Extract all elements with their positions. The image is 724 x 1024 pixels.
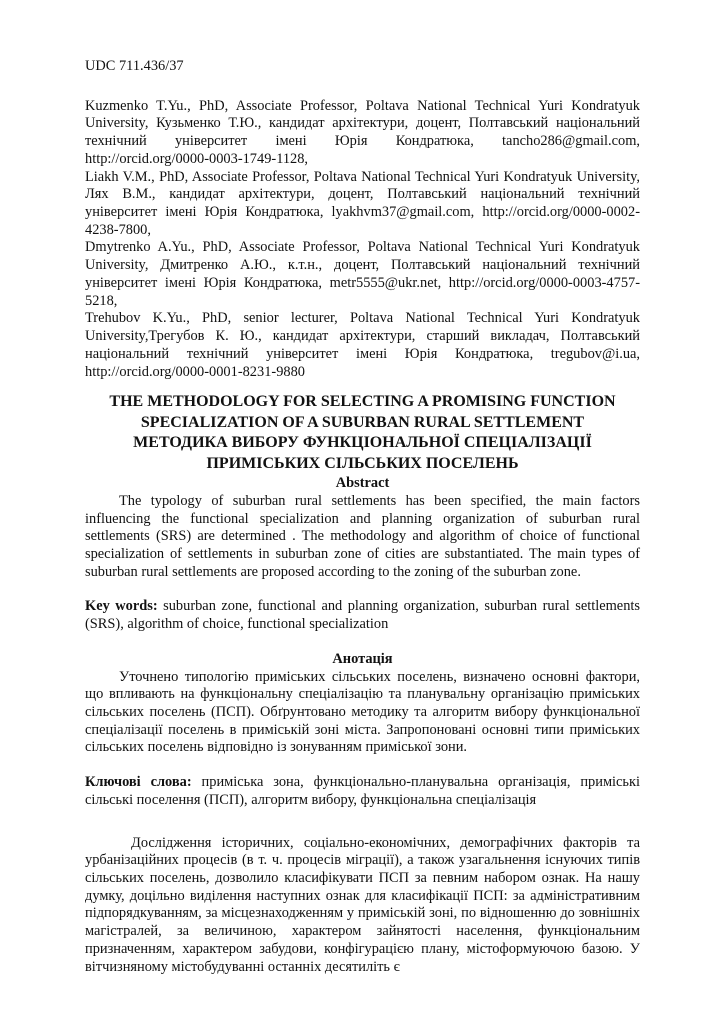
udc-code: UDC 711.436/37 <box>85 58 184 74</box>
keywords-en-label: Key words: <box>85 598 158 615</box>
keywords-uk-text: приміська зона, функціонально-планувальна організація, приміські сільські поселення (ПСП), алгоритм вибору, функціональна спеціалізація <box>85 774 640 808</box>
author-entry: Trehubov K.Yu., PhD, senior lecturer, Poltava National Technical Yuri Kondratyuk University,Трегубов К. Ю., кандидат архітектури, старший викладач, Полтавський національний технічний університет імені Юрія Кондратюка, tregubov@i.ua, http://orcid.org/0000-0001-8231-9880 <box>85 310 640 380</box>
author-entry: Dmytrenko A.Yu., PhD, Associate Professor, Poltava National Technical Yuri Kondratyuk University, Дмитренко А.Ю., к.т.н., доцент, Полтавський національний технічний університет імені Юрія Кондратюка, metr5555@ukr.net, http://orcid.org/0000-0003-4757-5218, <box>85 239 640 309</box>
authors-block <box>85 98 640 382</box>
keywords-uk-label: Ключові слова: <box>85 774 192 791</box>
paper-title-uk: МЕТОДИКА ВИБОРУ ФУНКЦІОНАЛЬНОЇ СПЕЦІАЛІЗАЦІЇ ПРИМІСЬКИХ СІЛЬСЬКИХ ПОСЕЛЕНЬ <box>133 434 592 472</box>
abstract-text: The typology of suburban rural settlements has been specified, the main factors influencing the functional specialization and planning organization of suburban rural settlements (SRS) are determined . The methodology and algorithm of choice of functional specialization of settlements in suburban zone of cities are substantiated. The main types of suburban rural settlements are proposed according to the zoning of the suburban zone. <box>85 492 640 580</box>
abstract-heading: Abstract <box>335 475 390 492</box>
anotation-text: Уточнено типологію приміських сільських поселень, визначено основні фактори, що впливають на функціональну спеціалізацію та планувальну організацію приміських сільських поселень (ПСП). Обґрунтовано методику та алгоритм вибору функціональної спеціалізації поселень в приміській зоні міста. Запропоновані основні типи приміських сільських поселень відповідно із зонуванням приміської зони. <box>85 668 640 756</box>
author-entry: Kuzmenko T.Yu., PhD, Associate Professor, Poltava National Technical Yuri Kondratyuk University, Кузьменко Т.Ю., кандидат архітектури, доцент, Полтавський національний технічний університет імені Юрія Кондратюка, tancho286@gmail.com, http://orcid.org/0000-0003-1749-1128, <box>85 97 640 167</box>
keywords-en-text: suburban zone, functional and planning organization, suburban rural settlements (SRS), algorithm of choice, functional specialization <box>85 598 640 633</box>
body-paragraph: Дослідження історичних, соціально-економічних, демографічних факторів та урбанізаційних процесів (в т. ч. процесів міграції), а також узагальнення існуючих типів сільських поселень, дозволило класифікувати ПСП за певним набором ознак. На нашу думку, доцільно виділення наступних ознак для класифікації ПСП: за адміністративним підпорядкуванням, за місцезнаходженням у приміській зоні, по відношенню до зовнішніх магістралей, за величиною, характером зайнятості населення, функціональним призначенням, характером забудови, конфігурацією плану, містоформуючою базою. У вітчизняному містобудуванні останніх десятиліть є <box>85 834 640 975</box>
title-block <box>85 392 640 474</box>
keywords-uk <box>85 774 640 809</box>
anotation-heading: Анотація <box>332 650 393 667</box>
keywords-en <box>85 598 640 633</box>
paper-title-en: THE METHODOLOGY FOR SELECTING A PROMISING FUNCTION SPECIALIZATION OF A SUBURBAN RURAL SETTLEMENT <box>109 393 616 431</box>
author-entry: Liakh V.M., PhD, Associate Professor, Poltava National Technical Yuri Kondratyuk University, Лях В.М., кандидат архітектури, доцент, Полтавський національний технічний університет імені Юрія Кондратюка, lyakhvm37@gmail.com, http://orcid.org/0000-0002-4238-7800, <box>85 168 640 238</box>
